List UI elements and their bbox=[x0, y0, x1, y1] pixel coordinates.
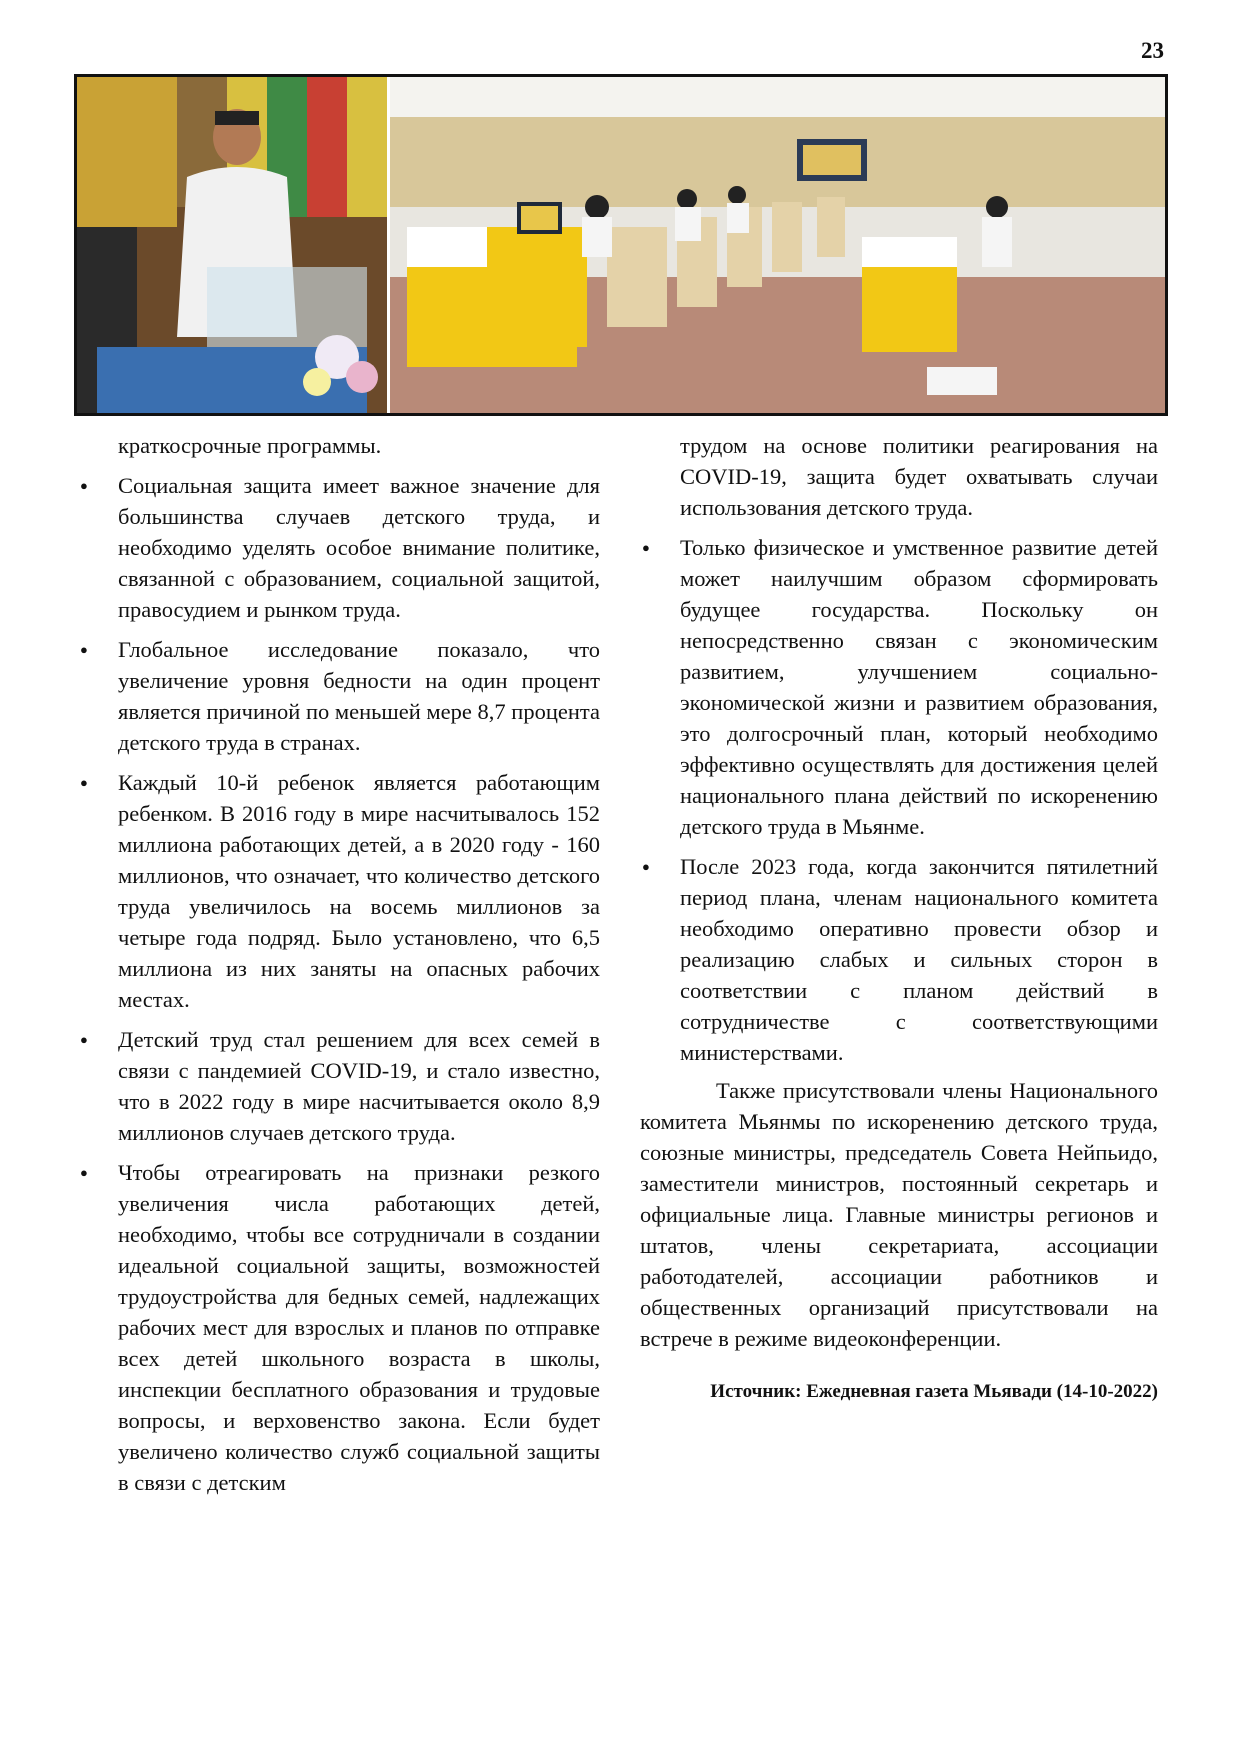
conference-room-photo bbox=[390, 77, 1165, 413]
bullet-item: ● После 2023 года, когда закончится пятилетний период плана, членам национального комитета необходимо оперативно провести обзор и реализацию слабых и сильных сторон в соответствии с планом действий в сотрудничестве с соответствующими министерствами. bbox=[640, 851, 1158, 1068]
bullet-item: ● Социальная защита имеет важное значение для большинства случаев детского труда, и необходимо уделять особое внимание политике, связанной с образованием, социальной защитой, правосудием и рынком труда. bbox=[78, 470, 600, 625]
source-citation: Источник: Ежедневная газета Мьявади (14-10-2022) bbox=[710, 1381, 1158, 1402]
continuation-text: трудом на основе политики реагирования на COVID-19, защита будет охватывать случаи использования детского труда. bbox=[680, 433, 1158, 520]
bullet-item: ● Глобальное исследование показало, что увеличение уровня бедности на один процент является причиной по меньшей мере 8,7 процента детского труда в странах. bbox=[78, 634, 600, 758]
bullet-item: ● Чтобы отреагировать на признаки резкого увеличения числа работающих детей, необходимо, чтобы все сотрудничали в создании идеальной социальной защиты, возможностей трудоустройства для бедных семей, надлежащих рабочих мест для взрослых и планов по отправке всех детей школьного возраста в школы, инспекции бесплатного образования и трудовые вопросы, и верховенство закона. Если будет увеличено количество служб социальной защиты в связи с детским bbox=[78, 1157, 600, 1498]
continuation-text: краткосрочные программы. bbox=[118, 433, 382, 458]
left-column bbox=[78, 430, 600, 1498]
bullet-list bbox=[78, 470, 600, 1498]
bullet-item: ● Детский труд стал решением для всех семей в связи с пандемией COVID-19, и стало известно, что в 2022 году в мире насчитывается около 8,9 миллионов случаев детского труда. bbox=[78, 1024, 600, 1148]
right-column bbox=[640, 430, 1158, 1407]
photo-banner bbox=[74, 74, 1168, 416]
bullet-item: ● Только физическое и умственное развитие детей может наилучшим образом сформировать будущее государства. Поскольку он непосредственно связан с экономическим развитием, улучшением социально-экономической жизни и развитием образования, это долгосрочный план, который необходимо эффективно осуществлять для достижения целей национального плана действий по искоренению детского труда в Мьянме. bbox=[640, 532, 1158, 842]
bullet-list bbox=[640, 532, 1158, 1068]
page-number: 23 bbox=[1141, 38, 1164, 63]
bullet-item: ● Каждый 10-й ребенок является работающим ребенком. В 2016 году в мире насчитывалось 152 миллиона работающих детей, а в 2020 году - 160 миллионов, что означает, что количество детского труда увеличилось на восемь миллионов за четыре года подряд. Было установлено, что 6,5 миллиона из них заняты на опасных рабочих местах. bbox=[78, 767, 600, 1015]
speaker-photo bbox=[77, 77, 387, 413]
closing-paragraph: Также присутствовали члены Национального комитета Мьянмы по искоренению детского труда, союзные министры, председатель Совета Нейпьидо, заместители министров, постоянный секретарь и официальные лица. Главные министры регионов и штатов, члены секретариата, ассоциации работодателей, ассоциации работников и общественных организаций присутствовали на встрече в режиме видеоконференции. bbox=[640, 1078, 1158, 1351]
